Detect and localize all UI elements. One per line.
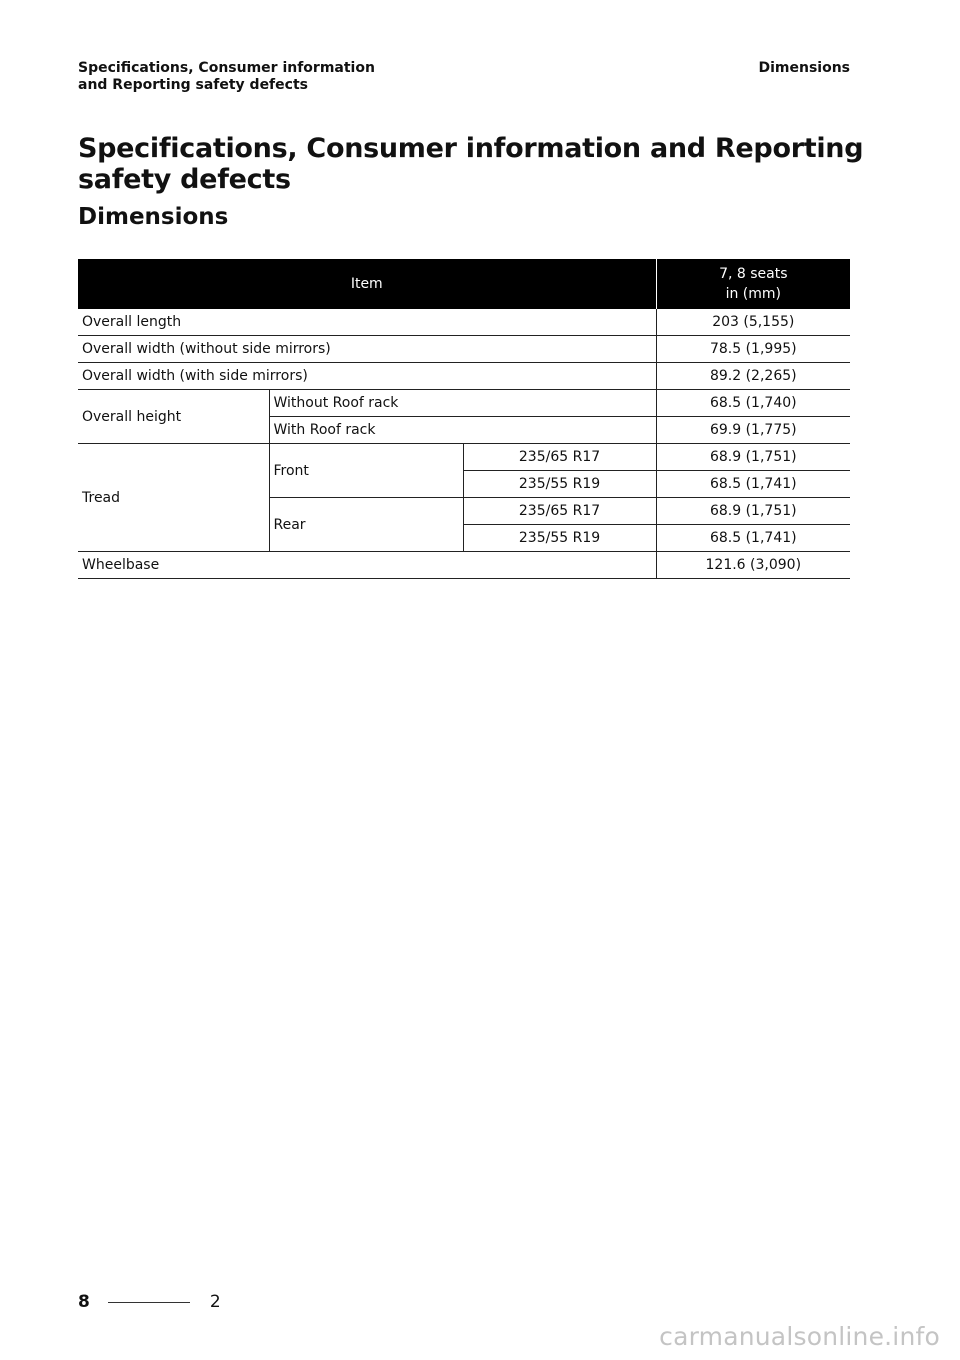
row-value: 203 (5,155)	[656, 309, 850, 336]
row-sublabel: With Roof rack	[269, 417, 656, 444]
dimensions-table	[78, 259, 850, 579]
running-header-chapter: Specifications, Consumer information and Reporting safety defects	[78, 60, 375, 93]
row-value: 68.5 (1,740)	[656, 390, 850, 417]
page-number: 2	[209, 1292, 221, 1312]
table-row	[78, 444, 850, 471]
header-value	[656, 259, 850, 309]
row-sublabel: Rear	[269, 498, 463, 552]
row-label: Wheelbase	[78, 552, 656, 579]
row-label: Overall width (with side mirrors)	[78, 363, 656, 390]
running-header	[78, 60, 850, 94]
row-value: 68.9 (1,751)	[656, 498, 850, 525]
row-value: 89.2 (2,265)	[656, 363, 850, 390]
footer-divider	[108, 1302, 190, 1303]
row-tire-size: 235/55 R19	[463, 525, 656, 552]
row-label: Overall width (without side mirrors)	[78, 336, 656, 363]
watermark: carmanualsonline.info	[659, 1322, 940, 1351]
page-footer	[78, 1292, 221, 1312]
table-header-row	[78, 259, 850, 309]
table-row	[78, 309, 850, 336]
chapter-number: 8	[78, 1292, 90, 1312]
header-value-seats: 7, 8 seats	[719, 266, 788, 282]
row-value: 121.6 (3,090)	[656, 552, 850, 579]
row-tire-size: 235/65 R17	[463, 444, 656, 471]
row-value: 68.5 (1,741)	[656, 471, 850, 498]
table-row	[78, 336, 850, 363]
page-title: Specifications, Consumer information and Reporting safety defects	[78, 133, 864, 195]
row-tire-size: 235/65 R17	[463, 498, 656, 525]
row-value: 68.5 (1,741)	[656, 525, 850, 552]
row-label: Overall height	[78, 390, 269, 444]
table-row	[78, 363, 850, 390]
row-value: 68.9 (1,751)	[656, 444, 850, 471]
row-value: 78.5 (1,995)	[656, 336, 850, 363]
row-value: 69.9 (1,775)	[656, 417, 850, 444]
row-sublabel: Front	[269, 444, 463, 498]
section-title: Dimensions	[78, 204, 229, 230]
table-row	[78, 552, 850, 579]
row-tire-size: 235/55 R19	[463, 471, 656, 498]
table-row	[78, 390, 850, 417]
header-item: Item	[78, 259, 656, 309]
running-header-section: Dimensions	[758, 60, 850, 76]
row-label: Overall length	[78, 309, 656, 336]
row-label: Tread	[78, 444, 269, 552]
header-value-units: in (mm)	[725, 286, 781, 302]
row-sublabel: Without Roof rack	[269, 390, 656, 417]
